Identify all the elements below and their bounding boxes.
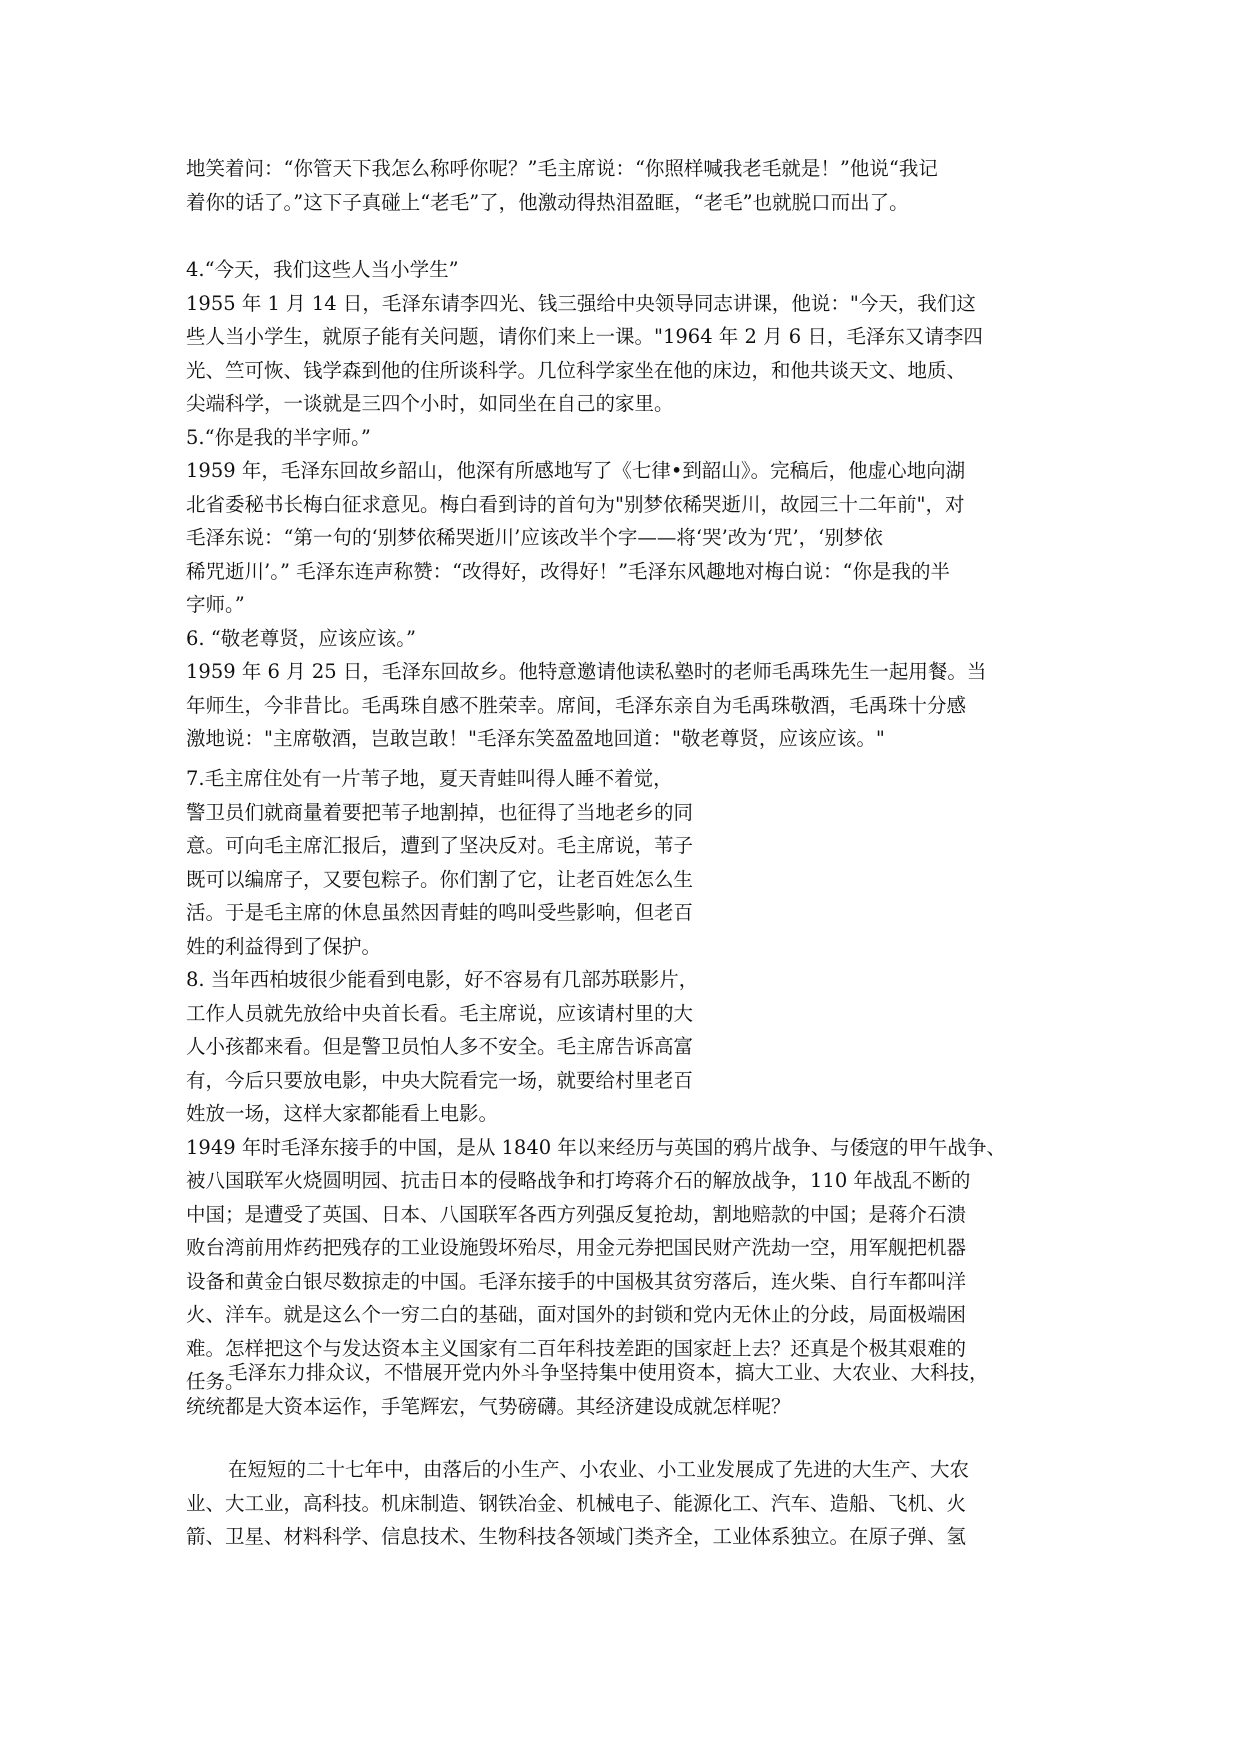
paragraph-block-b — [186, 253, 986, 756]
text-line: 姓放一场，这样大家都能看上电影。 — [186, 1102, 499, 1125]
text-line: 1959 年 6 月 25 日，毛泽东回故乡。他特意邀请他读私塾时的老师毛禹珠先生一起用餐。当 — [186, 660, 987, 683]
text-line: 毛泽东说：“第一句的‘别梦依稀哭逝川’应该改半个字——将‘哭’改为‘咒’，‘别梦依 — [186, 526, 883, 549]
text-line: 激地说："主席敬酒，岂敢岂敢！"毛泽东笑盈盈地回道："敬老尊贤，应该应该。" — [186, 727, 885, 750]
text-line: 尖端科学，一谈就是三四个小时，如同坐在自己的家里。 — [186, 392, 674, 415]
text-line: 被八国联军火烧圆明园、抗击日本的侵略战争和打垮蒋介石的解放战争，110 年战乱不断的 — [186, 1169, 971, 1192]
text-line: 难。怎样把这个与发达资本主义国家有二百年科技差距的国家赶上去？还真是个极其艰难的 — [186, 1336, 967, 1360]
text-line: 些人当小学生，就原子能有关问题，请你们来上一课。"1964 年 2 月 6 日，毛泽东又请李四 — [186, 325, 983, 348]
text-line: 北省委秘书长梅白征求意见。梅白看到诗的首句为"别梦依稀哭逝川，故园三十二年前"，对 — [186, 492, 965, 516]
text-line: 光、竺可恢、钱学森到他的住所谈科学。几位科学家坐在他的床边，和他共谈天文、地质、 — [186, 358, 967, 382]
paragraph-block-a — [186, 152, 938, 219]
paragraph-block-d — [186, 1356, 989, 1423]
paragraph-block-e — [186, 1453, 969, 1554]
text-line: 任务。 — [186, 1370, 245, 1393]
paragraph-block-c — [186, 762, 1006, 1399]
text-line: 败台湾前用炸药把残存的工业设施毁坏殆尽，用金元券把国民财产洗劫一空，用军舰把机器 — [186, 1236, 967, 1259]
text-line: 姓的利益得到了保护。 — [186, 934, 382, 958]
text-line: 箭、卫星、材料科学、信息技术、生物科技各领域门类齐全，工业体系独立。在原子弹、氢 — [186, 1525, 967, 1548]
text-line: 有，今后只要放电影，中央大院看完一场，就要给村里老百 — [186, 1068, 694, 1092]
text-line: 7.毛主席住处有一片苇子地，夏天青蛙叫得人睡不着觉， — [186, 767, 673, 790]
text-line: 毛泽东力排众议，不惜展开党内外斗争坚持集中使用资本，搞大工业、大农业、大科技， — [228, 1361, 989, 1384]
text-line: 统统都是大资本运作，手笔辉宏，气势磅礴。其经济建设成就怎样呢？ — [186, 1394, 791, 1418]
text-line: 1959 年，毛泽东回故乡韶山，他深有所感地写了《七律•到韶山》。完稿后，他虚心地向湖 — [186, 459, 966, 482]
text-line: 8. 当年西柏坡很少能看到电影，好不容易有几部苏联影片， — [186, 968, 699, 991]
text-line: 4.“今天，我们这些人当小学生” — [186, 258, 459, 281]
text-line: 稀咒逝川’。” 毛泽东连声称赞：“改得好，改得好！”毛泽东风趣地对梅白说：“你是我的半 — [186, 559, 951, 583]
text-line: 人小孩都来看。但是警卫员怕人多不安全。毛主席告诉高富 — [186, 1035, 694, 1058]
text-line: 1955 年 1 月 14 日，毛泽东请李四光、钱三强给中央领导同志讲课，他说："今天，我们这 — [186, 291, 976, 315]
text-line: 中国；是遭受了英国、日本、八国联军各西方列强反复抢劫，割地赔款的中国；是蒋介石溃 — [186, 1202, 967, 1226]
text-line: 在短短的二十七年中，由落后的小生产、小农业、小工业发展成了先进的大生产、大农 — [228, 1458, 970, 1481]
text-line: 着你的话了。”这下子真碰上“老毛”了，他激动得热泪盈眶，“老毛”也就脱口而出了。 — [186, 190, 909, 214]
text-line: 活。于是毛主席的休息虽然因青蛙的鸣叫受些影响，但老百 — [186, 901, 694, 924]
text-line: 5.“你是我的半字师。” — [186, 425, 371, 449]
text-line: 字师。” — [186, 593, 245, 616]
text-line: 工作人员就先放给中央首长看。毛主席说，应该请村里的大 — [186, 1001, 694, 1025]
text-line: 年师生，今非昔比。毛禹珠自感不胜荣幸。席间，毛泽东亲自为毛禹珠敬酒，毛禹珠十分感 — [186, 693, 967, 717]
text-line: 意。可向毛主席汇报后，遭到了坚决反对。毛主席说，苇子 — [186, 834, 694, 857]
text-line: 6. “敬老尊贤，应该应该。” — [186, 626, 416, 650]
text-line: 火、洋车。就是这么个一穷二白的基础，面对国外的封锁和党内无休止的分歧，局面极端困 — [186, 1303, 967, 1326]
text-line: 设备和黄金白银尽数掠走的中国。毛泽东接手的中国极其贫穷落后，连火柴、自行车都叫洋 — [186, 1269, 967, 1293]
text-line: 地笑着问：“你管天下我怎么称呼你呢？”毛主席说：“你照样喊我老毛就是！”他说“我记 — [186, 157, 938, 180]
text-line: 警卫员们就商量着要把苇子地割掉，也征得了当地老乡的同 — [186, 800, 694, 824]
text-line: 既可以编席子，又要包粽子。你们割了它，让老百姓怎么生 — [186, 867, 694, 891]
text-line: 业、大工业，高科技。机床制造、钢铁冶金、机械电子、能源化工、汽车、造船、飞机、火 — [186, 1491, 967, 1515]
text-line: 1949 年时毛泽东接手的中国，是从 1840 年以来经历与英国的鸦片战争、与倭寇的甲午战争、 — [186, 1135, 1006, 1159]
